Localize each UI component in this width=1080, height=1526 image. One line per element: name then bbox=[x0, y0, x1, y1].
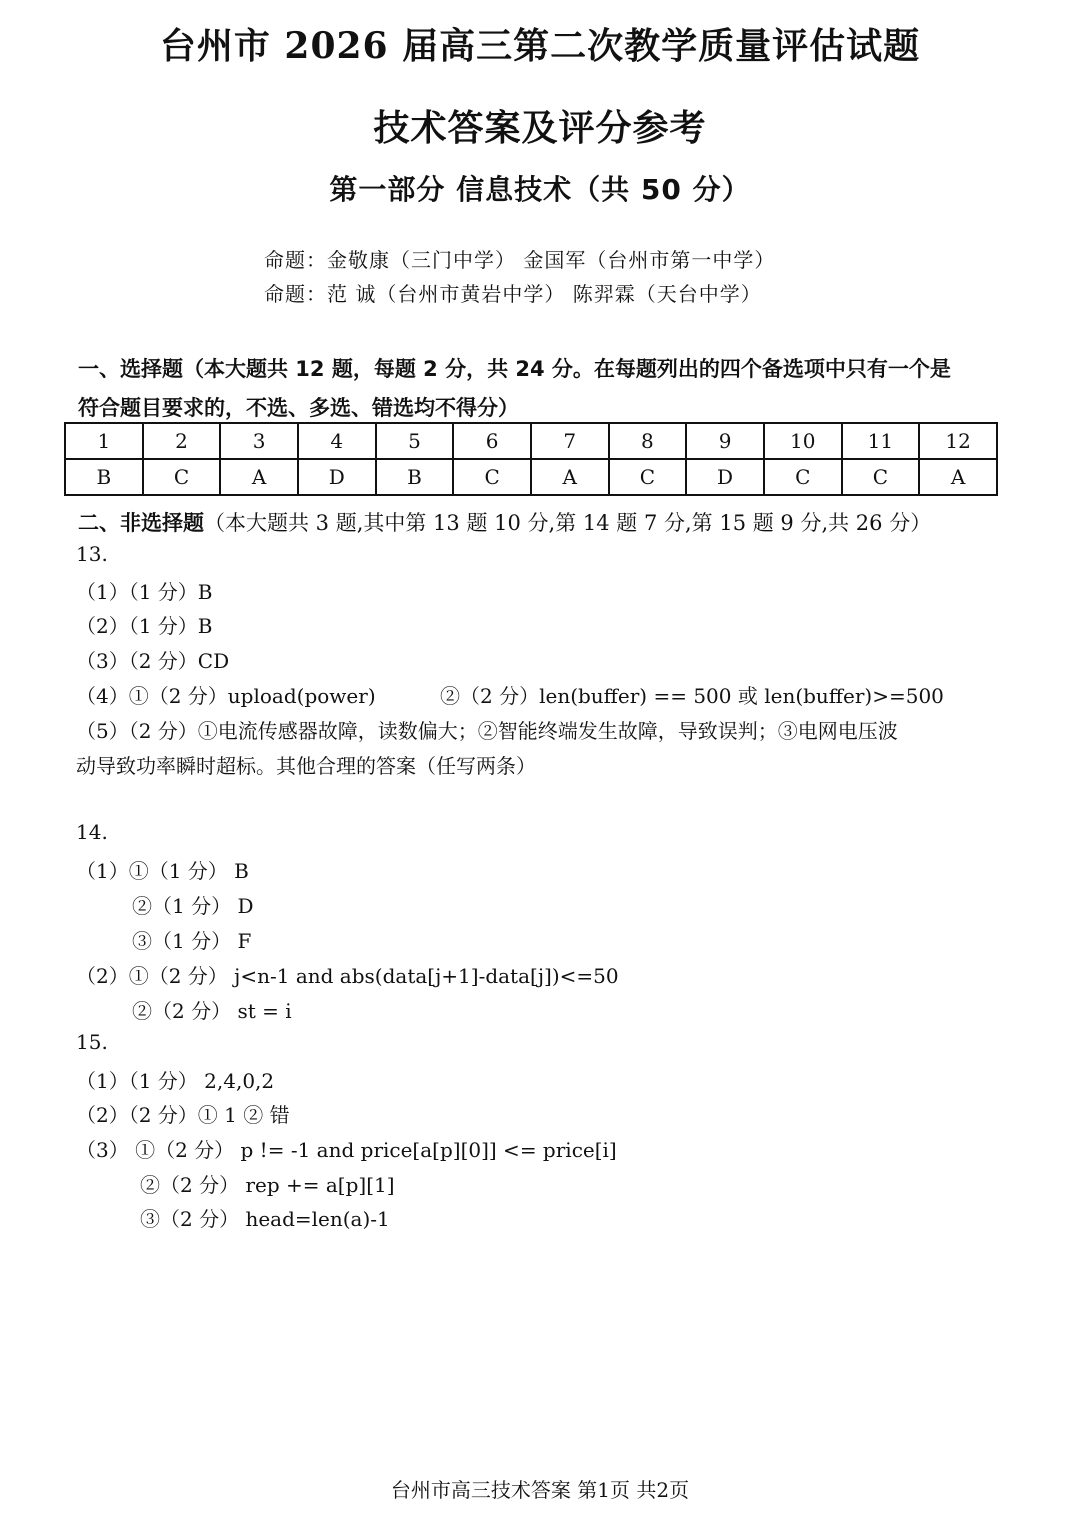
q14-line-4: （2）①（2 分） j<n-1 and abs(data[j+1]-data[j])<=50 bbox=[76, 964, 619, 988]
question-number-cell: 3 bbox=[220, 423, 298, 459]
question-number-cell: 4 bbox=[298, 423, 376, 459]
answer-cell: D bbox=[298, 459, 376, 495]
page-footer: 台州市高三技术答案 第1页 共2页 bbox=[390, 1478, 690, 1502]
question-number-cell: 5 bbox=[376, 423, 454, 459]
q15-line-4: ②（2 分） rep += a[p][1] bbox=[140, 1173, 395, 1197]
q14-line-5: ②（2 分） st = i bbox=[132, 999, 292, 1023]
question-number-cell: 12 bbox=[919, 423, 997, 459]
question-number-cell: 7 bbox=[531, 423, 609, 459]
q13-line-4a: （4）①（2 分）upload(power) bbox=[76, 684, 376, 708]
q13-line-3: （3）（2 分）CD bbox=[76, 649, 230, 673]
question-number-cell: 11 bbox=[842, 423, 920, 459]
section1-line-1 bbox=[78, 353, 951, 383]
section1-desc-1: （本大题共 12 题，每题 2 分，共 24 分。在每题列出的四个备选项中只有一个是 bbox=[183, 357, 951, 381]
q14-line-3: ③（1 分） F bbox=[132, 929, 252, 953]
question-number-cell: 9 bbox=[686, 423, 764, 459]
section1-desc-2: 符合题目要求的，不选、多选、错选均不得分） bbox=[78, 396, 519, 420]
answer-cell: C bbox=[453, 459, 531, 495]
question-number-row bbox=[65, 423, 997, 459]
q15-label: 15. bbox=[76, 1030, 108, 1054]
section2-heading: 二、非选择题 bbox=[78, 511, 204, 535]
part-heading: 第一部分 信息技术（共 50 分） bbox=[329, 173, 751, 206]
answer-cell: C bbox=[609, 459, 687, 495]
q14-line-2: ②（1 分） D bbox=[132, 894, 254, 918]
exam-title: 台州市 2026 届高三第二次教学质量评估试题 bbox=[159, 25, 921, 67]
q15-line-1: （1）（1 分） 2,4,0,2 bbox=[76, 1069, 275, 1093]
q13-line-2: （2）（1 分）B bbox=[76, 614, 213, 638]
q14-line-1: （1）①（1 分） B bbox=[76, 859, 249, 883]
q13-line-5: （5）（2 分）①电流传感器故障，读数偏大；②智能终端发生故障，导致误判；③电网电压波 bbox=[76, 719, 898, 743]
author-line-2: 命题：范 诚（台州市黄岩中学） 陈羿霖（天台中学） bbox=[264, 282, 762, 306]
q15-line-5: ③（2 分） head=len(a)-1 bbox=[140, 1207, 390, 1231]
section1-heading: 一、选择题 bbox=[78, 357, 183, 381]
q13-line-4b: ②（2 分）len(buffer) == 500 或 len(buffer)>=500 bbox=[440, 684, 944, 708]
q13-line-6: 动导致功率瞬时超标。其他合理的答案（任写两条） bbox=[76, 754, 536, 778]
answer-cell: C bbox=[143, 459, 221, 495]
answer-cell: B bbox=[376, 459, 454, 495]
section2-desc: （本大题共 3 题,其中第 13 题 10 分,第 14 题 7 分,第 15 题 9 分,共 26 分） bbox=[204, 511, 932, 535]
answer-cell: D bbox=[686, 459, 764, 495]
question-number-cell: 2 bbox=[143, 423, 221, 459]
choice-answer-table bbox=[64, 422, 998, 496]
answer-cell: C bbox=[764, 459, 842, 495]
answer-cell: B bbox=[65, 459, 143, 495]
q13-line-1: （1）（1 分）B bbox=[76, 580, 213, 604]
q13-label: 13. bbox=[76, 542, 108, 566]
answer-cell: A bbox=[919, 459, 997, 495]
q15-line-2: （2）（2 分）① 1 ② 错 bbox=[76, 1103, 290, 1127]
q15-line-3: （3） ①（2 分） p != -1 and price[a[p][0]] <= price[i] bbox=[76, 1138, 617, 1162]
question-number-cell: 1 bbox=[65, 423, 143, 459]
question-number-cell: 8 bbox=[609, 423, 687, 459]
section1-line-2 bbox=[78, 392, 519, 422]
answer-cell: A bbox=[531, 459, 609, 495]
question-number-cell: 6 bbox=[453, 423, 531, 459]
question-number-cell: 10 bbox=[764, 423, 842, 459]
answer-subtitle: 技术答案及评分参考 bbox=[373, 107, 707, 149]
answer-cell: A bbox=[220, 459, 298, 495]
answer-cell: C bbox=[842, 459, 920, 495]
q14-label: 14. bbox=[76, 820, 108, 844]
section2-heading-line bbox=[78, 507, 931, 537]
author-line-1: 命题：金敬康（三门中学） 金国军（台州市第一中学） bbox=[264, 248, 776, 272]
answer-row bbox=[65, 459, 997, 495]
